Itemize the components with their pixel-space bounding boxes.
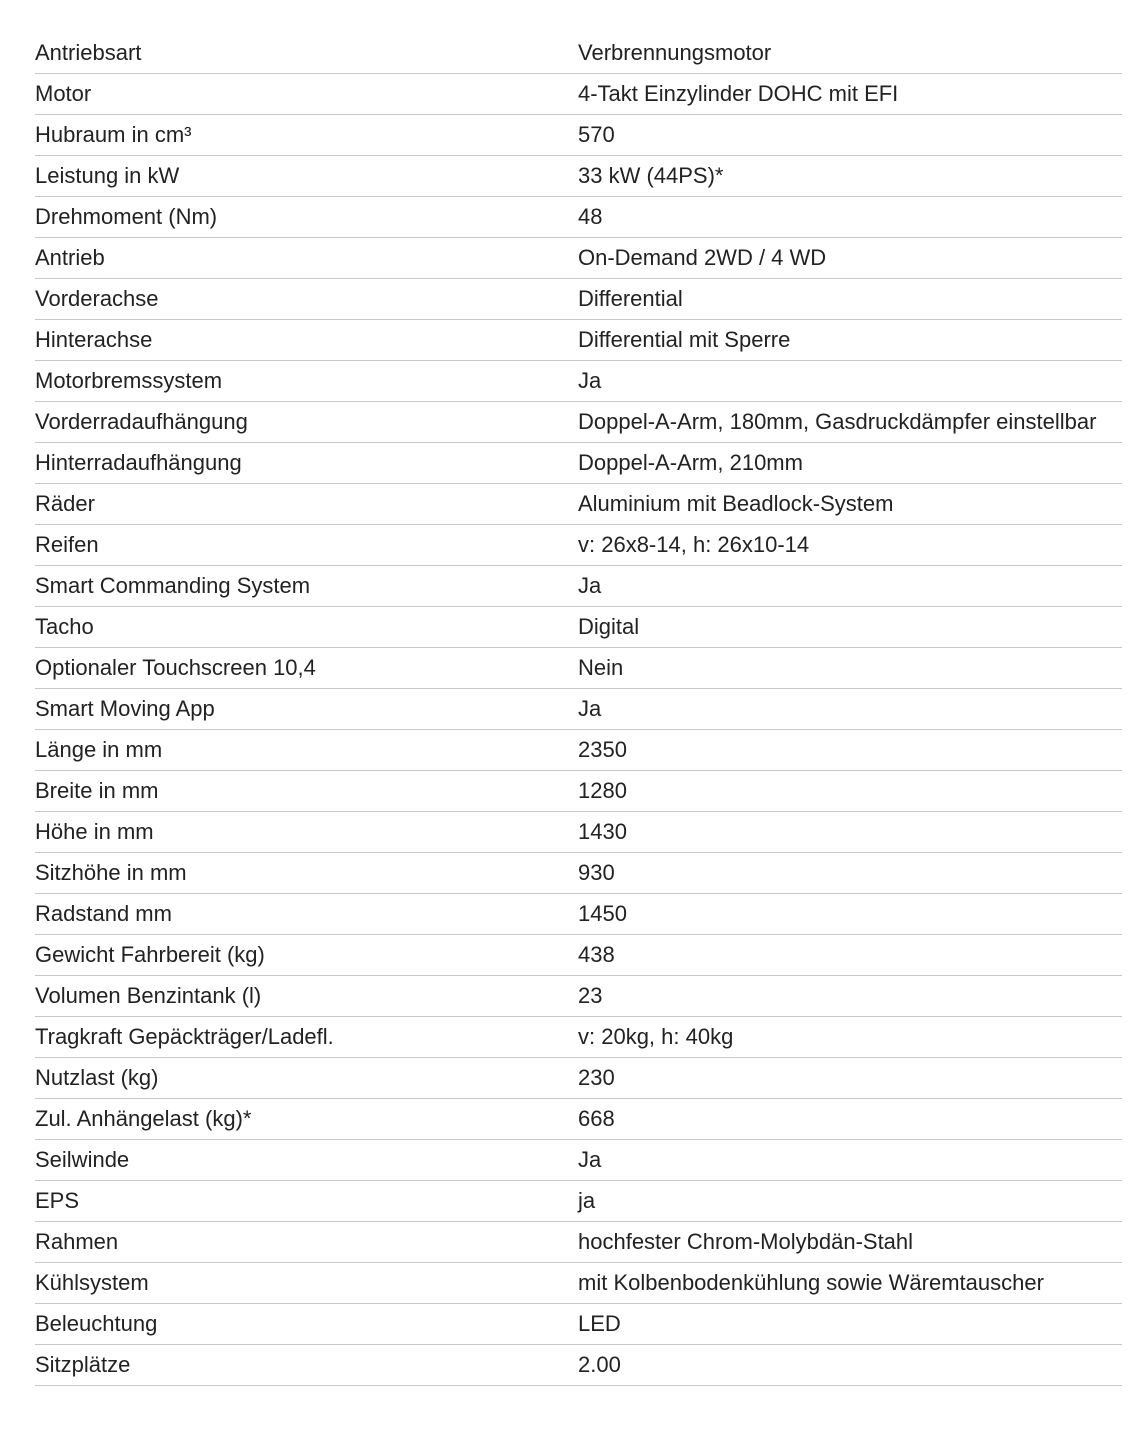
table-row bbox=[35, 156, 1122, 197]
spec-value: ja bbox=[578, 1181, 1122, 1222]
spec-label: Räder bbox=[35, 484, 578, 525]
table-row bbox=[35, 1304, 1122, 1345]
spec-value: Verbrennungsmotor bbox=[578, 33, 1122, 74]
spec-table-body bbox=[35, 33, 1122, 1386]
table-row bbox=[35, 1140, 1122, 1181]
spec-label: Hinterachse bbox=[35, 320, 578, 361]
table-row bbox=[35, 361, 1122, 402]
spec-value: 570 bbox=[578, 115, 1122, 156]
spec-value: Ja bbox=[578, 566, 1122, 607]
spec-label: Länge in mm bbox=[35, 730, 578, 771]
table-row bbox=[35, 935, 1122, 976]
spec-label: Volumen Benzintank (l) bbox=[35, 976, 578, 1017]
spec-label: Seilwinde bbox=[35, 1140, 578, 1181]
spec-label: Zul. Anhängelast (kg)* bbox=[35, 1099, 578, 1140]
table-row bbox=[35, 1222, 1122, 1263]
table-row bbox=[35, 607, 1122, 648]
spec-value: 4-Takt Einzylinder DOHC mit EFI bbox=[578, 74, 1122, 115]
spec-label: Antrieb bbox=[35, 238, 578, 279]
table-row bbox=[35, 566, 1122, 607]
spec-value: On-Demand 2WD / 4 WD bbox=[578, 238, 1122, 279]
spec-label: Motor bbox=[35, 74, 578, 115]
table-row bbox=[35, 115, 1122, 156]
table-row bbox=[35, 1345, 1122, 1386]
spec-value: Aluminium mit Beadlock-System bbox=[578, 484, 1122, 525]
table-row bbox=[35, 730, 1122, 771]
spec-label: Höhe in mm bbox=[35, 812, 578, 853]
table-row bbox=[35, 689, 1122, 730]
spec-value: 1280 bbox=[578, 771, 1122, 812]
spec-value: 1430 bbox=[578, 812, 1122, 853]
spec-label: Vorderachse bbox=[35, 279, 578, 320]
spec-value: 2350 bbox=[578, 730, 1122, 771]
spec-label: Beleuchtung bbox=[35, 1304, 578, 1345]
spec-value: Nein bbox=[578, 648, 1122, 689]
spec-value: Ja bbox=[578, 361, 1122, 402]
spec-value: mit Kolbenbodenkühlung sowie Wäremtauscher bbox=[578, 1263, 1122, 1304]
table-row bbox=[35, 443, 1122, 484]
spec-label: Vorderradaufhängung bbox=[35, 402, 578, 443]
spec-value: Digital bbox=[578, 607, 1122, 648]
spec-value: LED bbox=[578, 1304, 1122, 1345]
spec-value: hochfester Chrom-Molybdän-Stahl bbox=[578, 1222, 1122, 1263]
spec-value: Doppel-A-Arm, 210mm bbox=[578, 443, 1122, 484]
spec-label: Radstand mm bbox=[35, 894, 578, 935]
spec-label: Drehmoment (Nm) bbox=[35, 197, 578, 238]
spec-value: 2.00 bbox=[578, 1345, 1122, 1386]
spec-label: Leistung in kW bbox=[35, 156, 578, 197]
table-row bbox=[35, 771, 1122, 812]
spec-value: 668 bbox=[578, 1099, 1122, 1140]
spec-label: Breite in mm bbox=[35, 771, 578, 812]
spec-label: Antriebsart bbox=[35, 33, 578, 74]
table-row bbox=[35, 197, 1122, 238]
spec-value: 33 kW (44PS)* bbox=[578, 156, 1122, 197]
table-row bbox=[35, 74, 1122, 115]
spec-label: Sitzhöhe in mm bbox=[35, 853, 578, 894]
table-row bbox=[35, 1263, 1122, 1304]
table-row bbox=[35, 279, 1122, 320]
table-row bbox=[35, 1058, 1122, 1099]
spec-label: Kühlsystem bbox=[35, 1263, 578, 1304]
spec-value: v: 26x8-14, h: 26x10-14 bbox=[578, 525, 1122, 566]
spec-label: EPS bbox=[35, 1181, 578, 1222]
table-row bbox=[35, 1017, 1122, 1058]
spec-label: Smart Moving App bbox=[35, 689, 578, 730]
spec-label: Optionaler Touchscreen 10,4 bbox=[35, 648, 578, 689]
table-row bbox=[35, 1181, 1122, 1222]
spec-value: Differential mit Sperre bbox=[578, 320, 1122, 361]
spec-label: Nutzlast (kg) bbox=[35, 1058, 578, 1099]
spec-label: Tacho bbox=[35, 607, 578, 648]
spec-value: 1450 bbox=[578, 894, 1122, 935]
spec-label: Sitzplätze bbox=[35, 1345, 578, 1386]
table-row bbox=[35, 976, 1122, 1017]
spec-table bbox=[35, 33, 1122, 1386]
spec-value: Differential bbox=[578, 279, 1122, 320]
spec-value: Ja bbox=[578, 689, 1122, 730]
spec-value: Ja bbox=[578, 1140, 1122, 1181]
table-row bbox=[35, 648, 1122, 689]
table-row bbox=[35, 238, 1122, 279]
table-row bbox=[35, 484, 1122, 525]
spec-value: 438 bbox=[578, 935, 1122, 976]
spec-label: Rahmen bbox=[35, 1222, 578, 1263]
table-row bbox=[35, 1099, 1122, 1140]
table-row bbox=[35, 894, 1122, 935]
table-row bbox=[35, 402, 1122, 443]
table-row bbox=[35, 525, 1122, 566]
spec-label: Motorbremssystem bbox=[35, 361, 578, 402]
spec-label: Tragkraft Gepäckträger/Ladefl. bbox=[35, 1017, 578, 1058]
spec-value: 48 bbox=[578, 197, 1122, 238]
spec-label: Hinterradaufhängung bbox=[35, 443, 578, 484]
spec-label: Hubraum in cm³ bbox=[35, 115, 578, 156]
table-row bbox=[35, 812, 1122, 853]
table-row bbox=[35, 853, 1122, 894]
spec-label: Gewicht Fahrbereit (kg) bbox=[35, 935, 578, 976]
spec-value: Doppel-A-Arm, 180mm, Gasdruckdämpfer einstellbar bbox=[578, 402, 1122, 443]
table-row bbox=[35, 320, 1122, 361]
table-row bbox=[35, 33, 1122, 74]
spec-value: 930 bbox=[578, 853, 1122, 894]
spec-label: Reifen bbox=[35, 525, 578, 566]
spec-value: v: 20kg, h: 40kg bbox=[578, 1017, 1122, 1058]
spec-value: 23 bbox=[578, 976, 1122, 1017]
spec-label: Smart Commanding System bbox=[35, 566, 578, 607]
spec-value: 230 bbox=[578, 1058, 1122, 1099]
